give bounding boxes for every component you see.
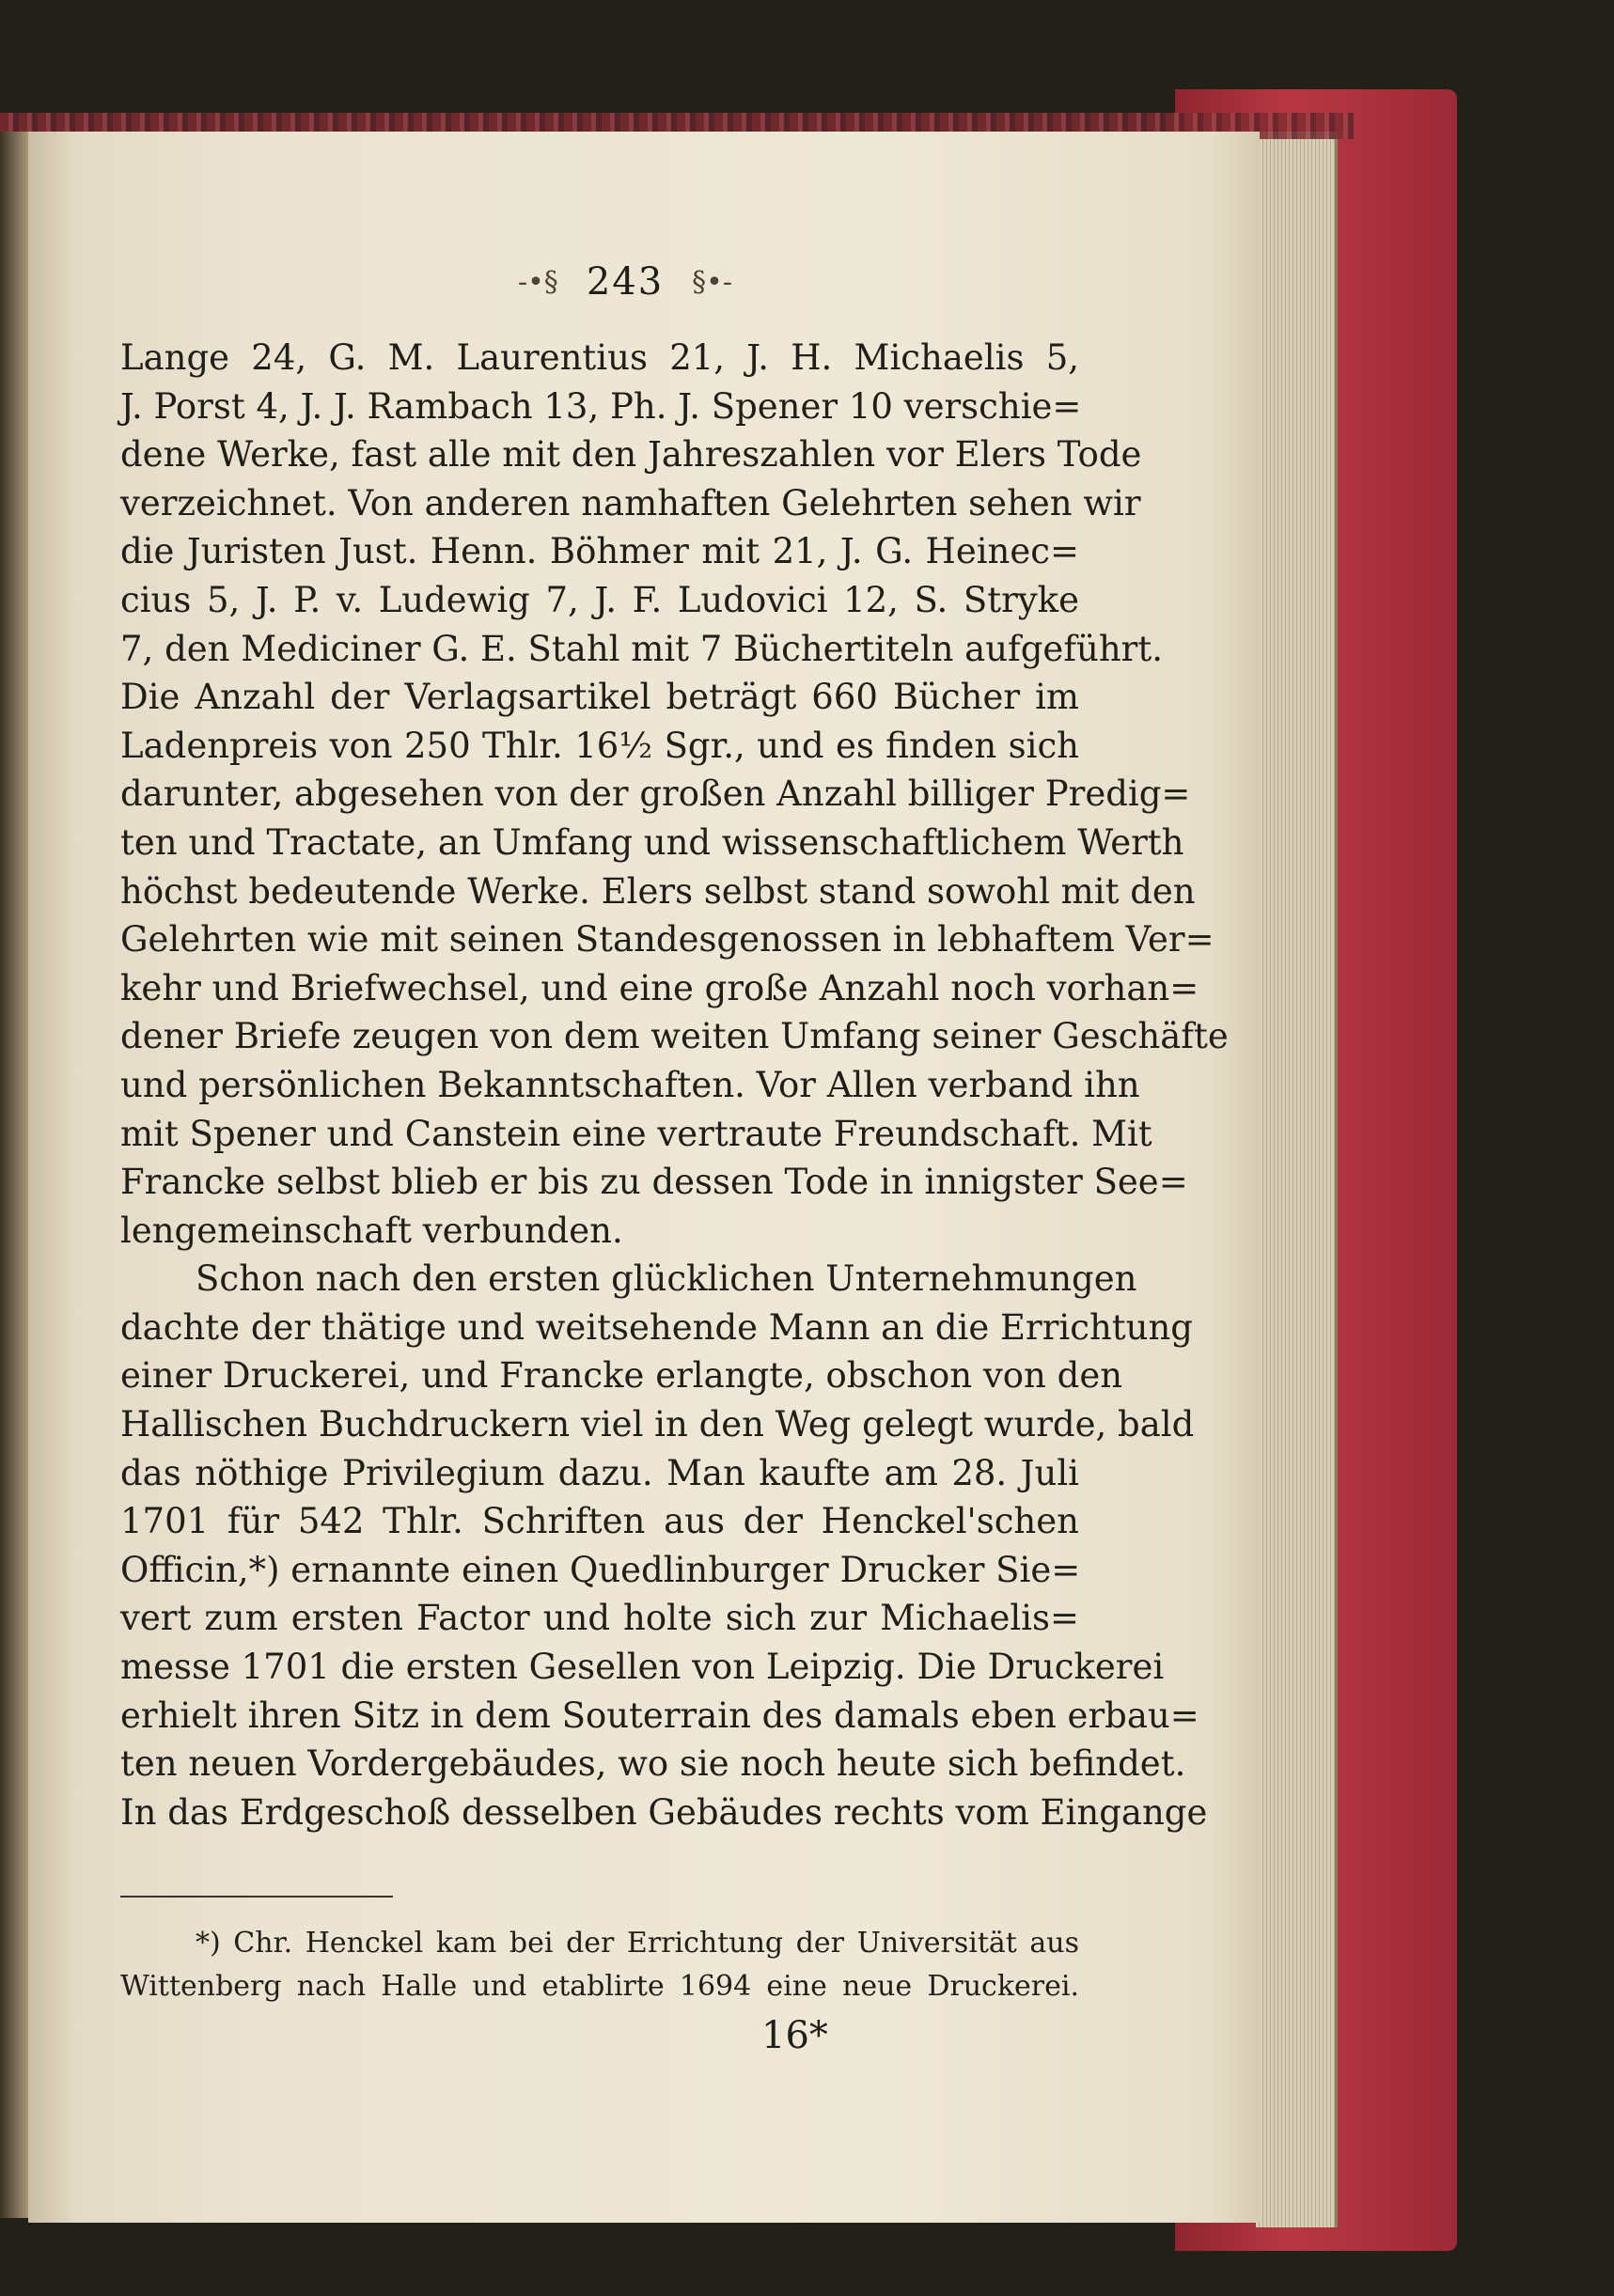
book-page (28, 132, 1260, 2223)
text-line: Schon nach den ersten glücklichen Unternehmungen (196, 1258, 1137, 1300)
facing-page-edge (0, 132, 32, 2218)
text-line: Hallischen Buchdruckern viel in den Weg gelegt wurde, bald (120, 1404, 1195, 1445)
text-line: messe 1701 die ersten Gesellen von Leipzig. Die Druckerei (120, 1647, 1165, 1688)
text-line: lengemeinschaft verbunden. (120, 1210, 623, 1251)
text-line: verzeichnet. Von anderen namhaften Gelehrten sehen wir (120, 482, 1141, 523)
text-line: dachte der thätige und weitsehende Mann an die Errichtung (120, 1306, 1193, 1348)
running-header (470, 254, 780, 310)
page-fore-edge (1256, 132, 1338, 2227)
footnote-line: *) Chr. Henckel kam bei der Errichtung der Universität aus (196, 1927, 1079, 1960)
text-line: höchst bedeutende Werke. Elers selbst stand sowohl mit den (120, 870, 1196, 912)
body-text (120, 334, 1229, 1836)
text-line: und persönlichen Bekanntschaften. Vor Allen verband ihn (120, 1064, 1140, 1105)
ornament-right-icon: §•- (692, 265, 733, 299)
text-line: die Juristen Just. Henn. Böhmer mit 21, J. G. Heinec= (120, 531, 1079, 572)
text-line: dene Werke, fast alle mit den Jahreszahlen vor Elers Tode (120, 434, 1142, 476)
text-line: 1701 für 542 Thlr. Schriften aus der Henckel'schen (120, 1501, 1079, 1542)
text-line: Francke selbst blieb er bis zu dessen Tode in innigster See= (120, 1162, 1188, 1203)
text-line: cius 5, J. P. v. Ludewig 7, J. F. Ludovici 12, S. Stryke (120, 579, 1079, 620)
text-line: Ladenpreis von 250 Thlr. 16½ Sgr., und es finden sich (120, 725, 1079, 766)
text-line: einer Druckerei, und Francke erlangte, obschon von den (120, 1355, 1123, 1397)
text-line: 7, den Mediciner G. E. Stahl mit 7 Büchertiteln aufgeführt. (120, 628, 1163, 669)
text-line: dener Briefe zeugen von dem weiten Umfang seiner Geschäfte (120, 1016, 1229, 1057)
text-line: Die Anzahl der Verlagsartikel beträgt 660 Bücher im (120, 677, 1079, 718)
footnote-line: Wittenberg nach Halle und etablirte 1694 eine neue Druckerei. (120, 1970, 1079, 2003)
text-line: kehr und Briefwechsel, und eine große Anzahl noch vorhan= (120, 967, 1199, 1008)
text-line: ten neuen Vordergebäudes, wo sie noch heute sich befindet. (120, 1743, 1186, 1785)
text-line: vert zum ersten Factor und holte sich zur Michaelis= (120, 1598, 1079, 1639)
text-line: ten und Tractate, an Umfang und wissenschaftlichem Werth (120, 821, 1184, 863)
text-line: J. Porst 4, J. J. Rambach 13, Ph. J. Spener 10 verschie= (120, 385, 1082, 427)
text-line: darunter, abgesehen von der großen Anzahl billiger Predig= (120, 773, 1191, 815)
text-line: Gelehrten wie mit seinen Standesgenossen in lebhaftem Ver= (120, 919, 1214, 961)
text-line: Officin,*) ernannte einen Quedlinburger Drucker Sie= (120, 1549, 1081, 1590)
page-number: 243 (586, 260, 665, 304)
signature-mark: 16* (761, 2014, 828, 2057)
text-line: mit Spener und Canstein eine vertraute Freundschaft. Mit (120, 1113, 1152, 1154)
text-line: Lange 24, G. M. Laurentius 21, J. H. Michaelis 5, (120, 337, 1079, 378)
text-line: In das Erdgeschoß desselben Gebäudes rechts vom Eingange (120, 1791, 1208, 1833)
footnote (120, 1922, 1079, 2008)
text-line: erhielt ihren Sitz in dem Souterrain des damals eben erbau= (120, 1695, 1199, 1736)
ornament-left-icon: -•§ (517, 265, 558, 299)
footnote-rule (120, 1896, 393, 1898)
text-line: das nöthige Privilegium dazu. Man kaufte am 28. Juli (120, 1452, 1079, 1493)
